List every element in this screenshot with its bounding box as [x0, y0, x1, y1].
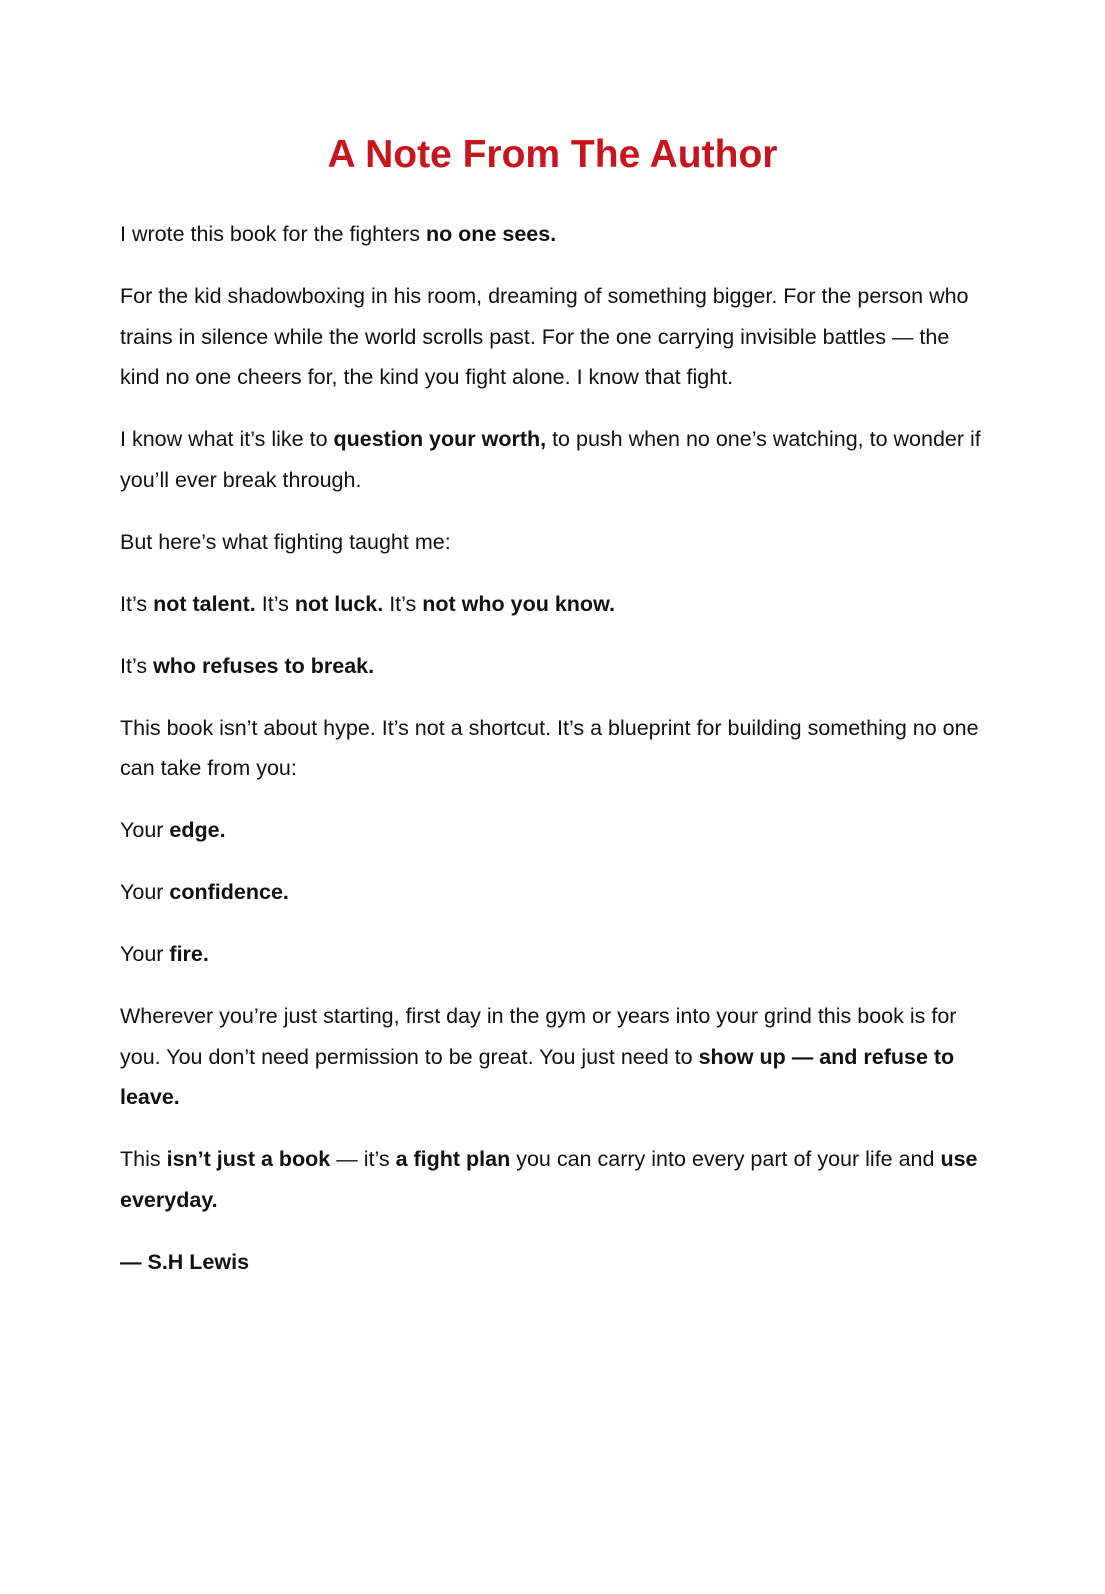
paragraph [120, 214, 992, 255]
text-run: This book isn’t about hype. It’s not a shortcut. It’s a blueprint for building something no one can take from you: [120, 715, 979, 780]
author-signature [120, 1242, 992, 1283]
paragraph [120, 872, 992, 913]
text-run: It’s [255, 591, 295, 616]
bold-text-run: use everyday. [120, 1147, 978, 1212]
bold-text-run: isn’t just a book [166, 1147, 331, 1171]
bold-text-run: question your worth, [333, 427, 547, 451]
text-run: Wherever you’re just starting, first day in the gym or years into your grind this book is for you. You don’t need permission to be great. You just need to [120, 1004, 957, 1069]
bold-text-run: fire. [169, 942, 209, 966]
text-run: Your [120, 942, 170, 966]
bold-text-run: not who you know. [422, 591, 615, 616]
bold-text-run: not luck. [294, 591, 384, 616]
bold-text-run: who refuses to break. [153, 653, 375, 678]
bold-text-run: confidence. [169, 880, 289, 904]
text-run: you can carry into every part of your life and [510, 1147, 941, 1171]
bold-text-run: show up — and refuse to leave. [120, 1044, 955, 1109]
text-run: But here’s what fighting taught me: [120, 529, 451, 554]
paragraph [120, 584, 992, 625]
bold-text-run: edge. [169, 818, 226, 842]
text-run: It’s [383, 591, 423, 616]
page-title: A Note From The Author [327, 133, 778, 176]
bold-text-run: — S.H Lewis [120, 1249, 250, 1274]
paragraph [120, 1139, 992, 1220]
paragraph [120, 522, 992, 563]
bold-text-run: a fight plan [395, 1147, 511, 1171]
text-run: — it’s [330, 1147, 396, 1171]
text-run: It’s [120, 653, 154, 678]
text-run: to push when no one’s watching, to wonder if you’ll ever break through. [120, 427, 981, 492]
text-run: It’s [120, 591, 154, 616]
document-body [120, 214, 992, 1282]
paragraph [120, 646, 992, 687]
paragraph [120, 276, 992, 398]
text-run: I wrote this book for the fighters [120, 222, 426, 246]
paragraph [120, 996, 992, 1118]
paragraph [120, 708, 992, 789]
paragraph [120, 810, 992, 851]
text-run: Your [120, 818, 170, 842]
text-run: Your [120, 880, 170, 904]
bold-text-run: not talent. [153, 591, 256, 616]
bold-text-run: no one sees. [425, 222, 557, 246]
text-run: This [120, 1147, 167, 1171]
text-run: I know what it’s like to [120, 427, 334, 451]
text-run: For the kid shadowboxing in his room, dreaming of something bigger. For the person who trains in silence while the world scrolls past. For the one carrying invisible battles — the kind no one cheers for, the kind you fight alone. I know that fight. [120, 284, 969, 389]
paragraph [120, 934, 992, 975]
paragraph [120, 419, 992, 500]
